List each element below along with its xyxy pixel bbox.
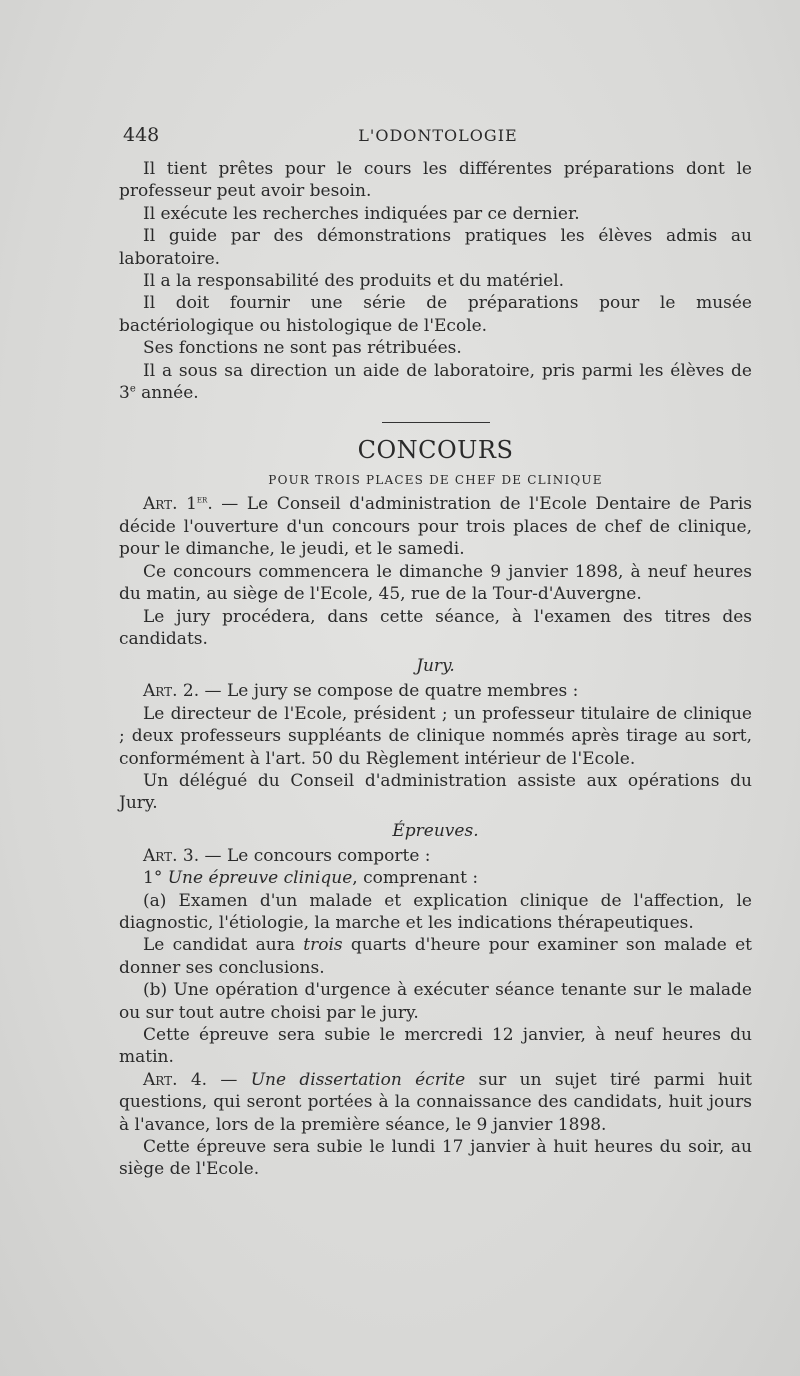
section-subtitle: POUR TROIS PLACES DE CHEF DE CLINIQUE: [268, 473, 603, 488]
section-title: CONCOURS: [357, 436, 514, 465]
epreuve-date-paragraph: Cette épreuve sera subie le mercredi 12 janvier, à neuf heures du matin.: [119, 1025, 752, 1068]
page-number: 448: [123, 124, 160, 146]
candidat-italic: trois: [303, 935, 343, 956]
article-2: [119, 680, 752, 702]
list-item-b: (b) Une opération d'urgence à exécuter séance tenante sur le malade ou sur tout autre choisi par le jury.: [119, 980, 752, 1023]
section-divider: [382, 422, 490, 423]
article-label: Art. 2.: [143, 681, 200, 702]
intro-paragraph: Il exécute les recherches indiquées par ce dernier.: [143, 203, 580, 224]
candidat-paragraph: [119, 934, 752, 979]
page-header: [123, 124, 753, 146]
candidat-after: quarts d'heure pour examiner son malade et donner ses conclusions.: [119, 935, 752, 978]
article-text: sur un sujet tiré parmi huit questions, qui seront portées à la connaissance des candidats, huit jours à l'avance, lors de la première séance, le 9 janvier 1898.: [119, 1069, 752, 1135]
article-1-paragraph: Le jury procédera, dans cette séance, à l'examen des titres des candidats.: [119, 606, 752, 649]
list-item-1: [119, 867, 752, 889]
article-text: — Le jury se compose de quatre membres :: [199, 681, 579, 702]
intro-paragraph: Ses fonctions ne sont pas rétribuées.: [143, 338, 462, 359]
article-dash: —: [207, 1069, 251, 1090]
intro-paragraph: Il a sous sa direction un aide de laboratoire, pris parmi les élèves de 3e année.: [119, 360, 752, 404]
intro-paragraph: Il tient prêtes pour le cours les différentes préparations dont le professeur peut avoir besoin.: [119, 159, 752, 202]
item-italic: Une épreuve clinique: [167, 868, 353, 889]
article-2-paragraph: Le directeur de l'Ecole, président ; un professeur titulaire de clinique ; deux professeurs suppléants de clinique nommés après tirage au sort, conformément à l'art. 50 du Règlement intérieur de l'Ecole.: [119, 703, 752, 769]
article-1-paragraph: Ce concours commencera le dimanche 9 janvier 1898, à neuf heures du matin, au siège de l'Ecole, 45, rue de la Tour-d'Auvergne.: [119, 561, 752, 605]
article-label: Art. 1er.: [143, 494, 213, 515]
intro-paragraph: Il a la responsabilité des produits et du matériel.: [143, 271, 565, 292]
final-paragraph: Cette épreuve sera subie le lundi 17 janvier à huit heures du soir, au siège de l'Ecole.: [119, 1137, 752, 1180]
article-4: [119, 1069, 752, 1136]
list-item-a: (a) Examen d'un malade et explication clinique de l'affection, le diagnostic, l'étiologie, la marche et les indications thérapeutiques.: [119, 890, 752, 933]
document-body: [119, 158, 752, 1181]
subheading-epreuves: Épreuves.: [392, 820, 479, 841]
intro-paragraph: Il doit fournir une série de préparations pour le musée bactériologique ou histologique de l'Ecole.: [119, 293, 752, 336]
article-text: — Le Conseil d'administration de l'Ecole Dentaire de Paris décide l'ouverture d'un concours pour trois places de chef de clinique, pour le dimanche, le jeudi, et le samedi.: [119, 494, 752, 560]
subheading-jury: Jury.: [416, 656, 455, 677]
article-label: Art. 3.: [143, 845, 200, 866]
article-label: Art. 4.: [143, 1069, 208, 1090]
item-rest: , comprenant :: [352, 868, 479, 889]
article-italic: Une dissertation écrite: [250, 1069, 466, 1090]
article-1: [119, 493, 752, 560]
article-text: — Le concours comporte :: [199, 845, 431, 866]
candidat-before: Le candidat aura: [143, 935, 304, 956]
article-3: [119, 845, 752, 867]
article-2-paragraph: Un délégué du Conseil d'administration assiste aux opérations du Jury.: [119, 770, 752, 814]
running-title: L'ODONTOLOGIE: [358, 126, 518, 145]
item-prefix: 1°: [143, 868, 168, 889]
intro-paragraph: Il guide par des démonstrations pratiques les élèves admis au laboratoire.: [119, 226, 752, 269]
